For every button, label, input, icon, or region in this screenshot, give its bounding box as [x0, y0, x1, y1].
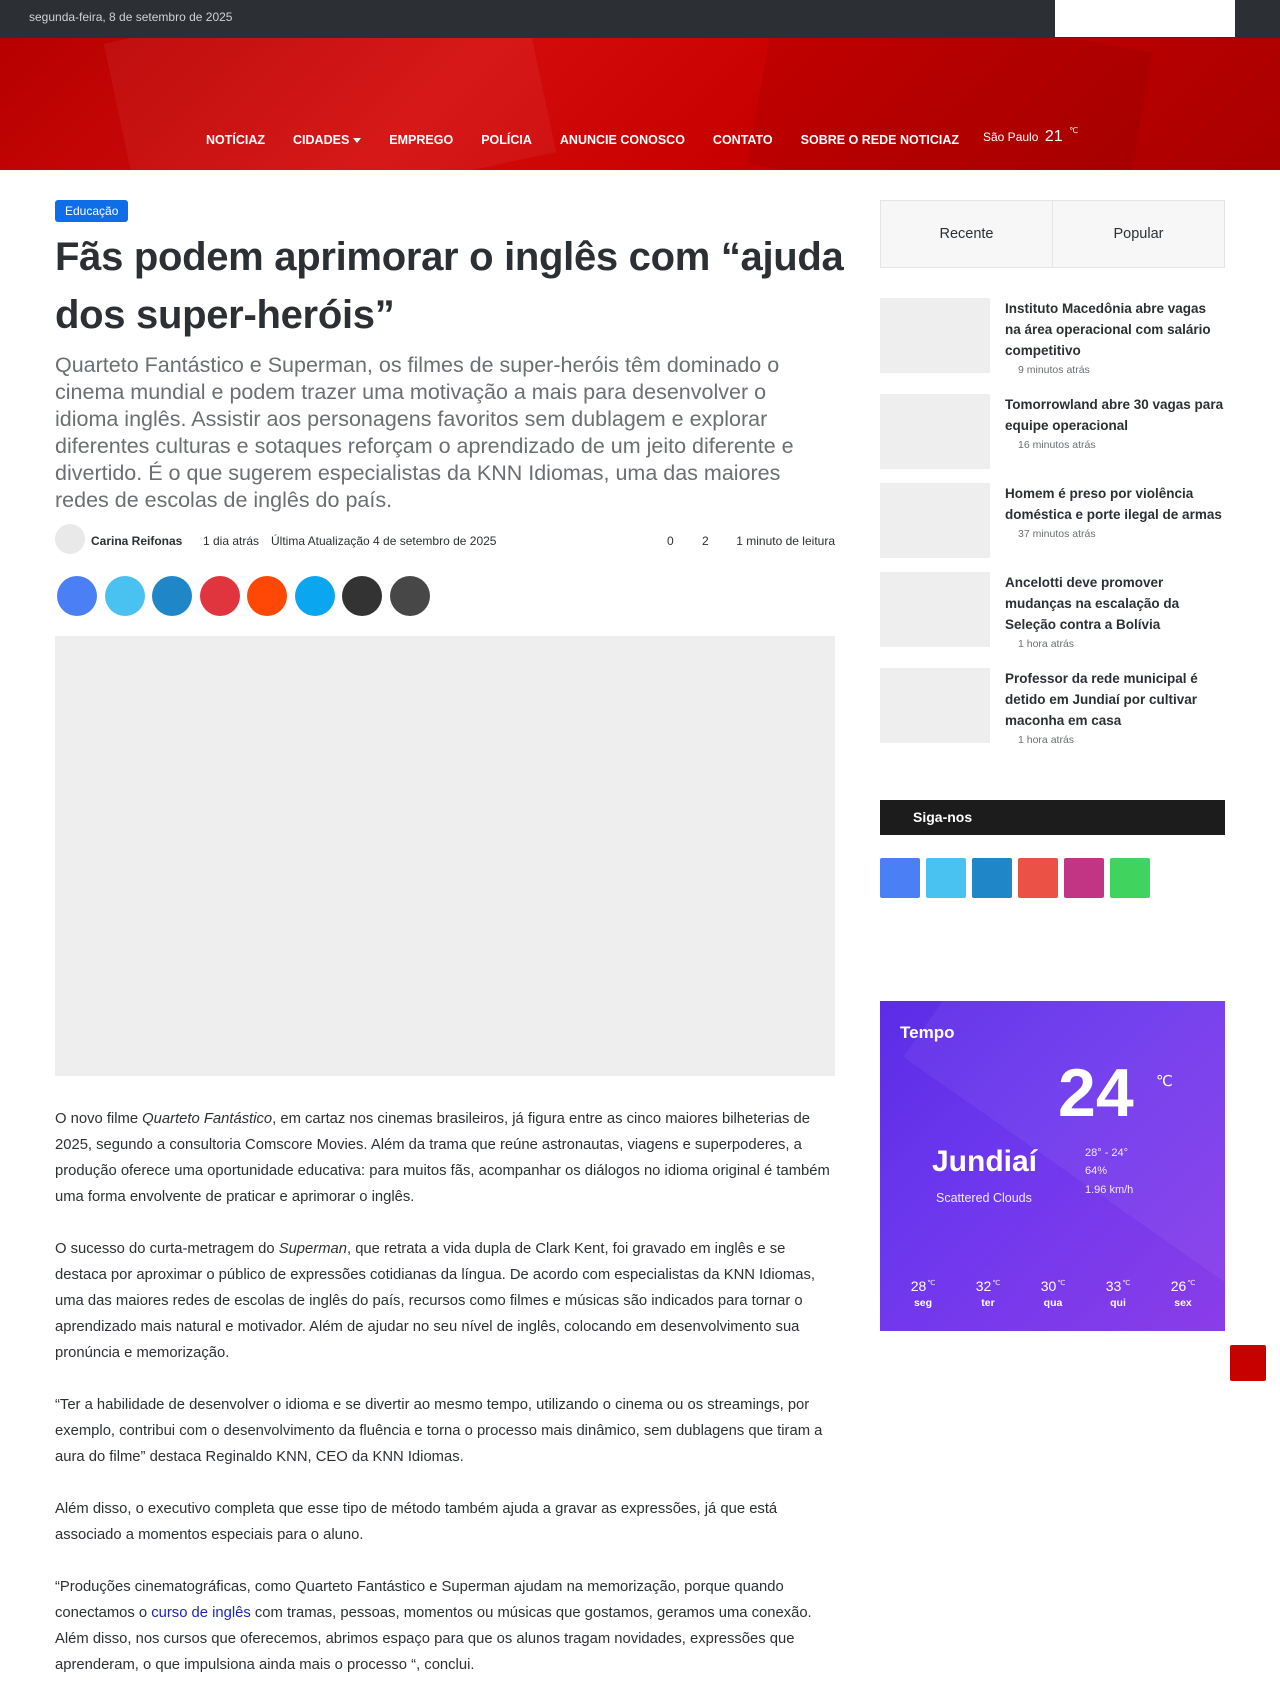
forecast-day-label: sex	[1174, 1297, 1192, 1309]
post-time: 37 minutos atrás	[1018, 528, 1096, 540]
share-facebook-icon[interactable]	[57, 576, 97, 616]
header-weather-unit: ℃	[1069, 126, 1079, 135]
weather-city: Jundiaí	[932, 1145, 1038, 1178]
tab-popular[interactable]: Popular	[1052, 201, 1224, 267]
share-email-icon[interactable]	[342, 576, 382, 616]
paragraph-text: O sucesso do curta-metragem do	[55, 1241, 279, 1257]
weather-title: Tempo	[900, 1023, 955, 1042]
header-weather-city: São Paulo	[983, 130, 1039, 144]
weather-forecast	[898, 1278, 1208, 1309]
back-to-top-button[interactable]	[1230, 1345, 1266, 1381]
nav-item-contato[interactable]	[713, 133, 773, 147]
instagram-icon[interactable]	[1064, 858, 1104, 898]
article-lead: Quarteto Fantástico e Superman, os filmes de super-heróis têm dominado o cinema mundial e podem trazer uma motivação a mais para desenvolver o idioma inglês. Assistir aos personagens favoritos sem dublagem e explorar diferentes culturas e sotaques reforçam o aprendizado de um jeito diferente e divertido. É o que sugerem especialistas da KNN Idiomas, uma das maiores redes de escolas de inglês do país.	[55, 353, 794, 512]
post-time: 1 hora atrás	[1018, 638, 1075, 650]
category-badge[interactable]: Educação	[55, 200, 128, 222]
follow-us-title: Siga-nos	[880, 800, 1225, 835]
post-title[interactable]: Tomorrowland abre 30 vagas para equipe operacional	[1005, 397, 1224, 433]
forecast-day	[963, 1278, 1013, 1309]
article-paragraph: “Ter a habilidade de desenvolver o idioma e se divertir ao mesmo tempo, utilizando o cinema ou os streamings, por exemplo, contribui com o desenvolvimento da fluência e torna o processo mais dinâmico, sem dublagens que tiram a aura do filme” destaca Reginaldo KNN, CEO da KNN Idiomas.	[55, 1397, 823, 1465]
whatsapp-icon[interactable]	[1110, 858, 1150, 898]
post-time: 1 hora atrás	[1018, 734, 1075, 746]
read-time: 1 minuto de leitura	[736, 534, 835, 548]
article-paragraph	[55, 1236, 835, 1366]
forecast-day-label: seg	[913, 1297, 933, 1309]
post-thumbnail[interactable]	[880, 483, 990, 558]
header-weather-temp: 21	[1044, 128, 1063, 145]
last-updated: Última Atualização 4 de setembro de 2025	[271, 534, 497, 548]
forecast-day	[1028, 1278, 1078, 1309]
post-title[interactable]: Ancelotti deve promover mudanças na escalação da Seleção contra a Bolívia	[1005, 575, 1180, 632]
avatar[interactable]	[55, 524, 85, 554]
main-nav	[206, 133, 987, 147]
site-header	[0, 38, 1280, 170]
article-title: Fãs podem aprimorar o inglês com “ajuda dos super-heróis”	[55, 235, 844, 337]
forecast-temp: 32	[975, 1278, 992, 1294]
nav-item-label: EMPREGO	[389, 133, 454, 147]
paragraph-emphasis: Quarteto Fantástico	[142, 1111, 273, 1127]
weather-humidity: 64%	[1085, 1165, 1108, 1177]
youtube-icon[interactable]	[1018, 858, 1058, 898]
share-twitter-icon[interactable]	[105, 576, 145, 616]
article-body	[55, 1106, 835, 1689]
share-buttons	[57, 576, 437, 616]
current-date: segunda-feira, 8 de setembro de 2025	[29, 10, 233, 24]
article-paragraph: Além disso, o executivo completa que esse tipo de método também ajuda a gravar as expressões, já que está associado a momentos especiais para o aluno.	[55, 1501, 778, 1543]
forecast-day	[1093, 1278, 1143, 1309]
weather-description: Scattered Clouds	[936, 1191, 1032, 1205]
post-time: 9 minutos atrás	[1018, 364, 1090, 376]
nav-item-cidades[interactable]	[293, 133, 361, 147]
share-telegram-icon[interactable]	[295, 576, 335, 616]
nav-item-label: CONTATO	[712, 133, 773, 147]
forecast-day-label: qua	[1043, 1297, 1063, 1309]
nav-item-label: NOTÍCIAZ	[206, 133, 266, 147]
linkedin-icon[interactable]	[972, 858, 1012, 898]
article-featured-image	[55, 636, 835, 1076]
curso-de-ingles-link[interactable]: curso de inglês	[151, 1605, 251, 1621]
paragraph-text: com tramas, pessoas, momentos ou músicas que gostamos, geramos uma conexão. Além disso, nos cursos que oferecemos, abrimos espaço para que os alunos tragam novidades, expressões que aprenderam, o que impulsiona ainda mais o processo “, conclui.	[55, 1605, 812, 1673]
forecast-unit: ℃	[1057, 1280, 1066, 1287]
nav-item-emprego[interactable]	[389, 133, 453, 147]
share-print-icon[interactable]	[390, 576, 430, 616]
forecast-day	[898, 1278, 948, 1309]
weather-range: 28° - 24°	[1085, 1147, 1129, 1159]
weather-temp: 24	[1058, 1055, 1134, 1131]
top-bar-search-box[interactable]	[1055, 0, 1235, 37]
paragraph-text: , em cartaz nos cinemas brasileiros, já figura entre as cinco maiores bilheterias de 2025, segundo a consultoria Comscore Movies. Além da trama que reúne astronautas, viagens e superpoderes, a produção oferece uma oportunidade educativa: para muitos fãs, acompanhar os diálogos no idioma original é também uma forma envolvente de praticar e aprimorar o inglês.	[55, 1111, 830, 1205]
forecast-day-label: qui	[1110, 1297, 1126, 1309]
article-paragraph	[55, 1574, 835, 1678]
paragraph-text: O novo filme	[55, 1111, 143, 1127]
nav-item-label: CIDADES	[293, 133, 350, 147]
forecast-temp: 33	[1105, 1278, 1122, 1294]
post-thumbnail[interactable]	[880, 298, 990, 373]
weather-unit: ℃	[1156, 1073, 1173, 1090]
social-links	[880, 858, 1156, 898]
weather-widget	[880, 1001, 1225, 1331]
header-weather	[983, 128, 1078, 146]
author-name[interactable]: Carina Reifonas	[91, 534, 183, 548]
forecast-day	[1158, 1278, 1208, 1309]
post-thumbnail[interactable]	[880, 394, 990, 469]
header-texture	[747, 38, 1152, 170]
forecast-unit: ℃	[992, 1280, 1001, 1287]
post-thumbnail[interactable]	[880, 572, 990, 647]
article-paragraph	[55, 1106, 835, 1210]
share-pinterest-icon[interactable]	[200, 576, 240, 616]
nav-item-label: SOBRE O REDE NOTICIAZ	[800, 133, 959, 147]
nav-item-anuncie-conosco[interactable]	[560, 133, 685, 147]
facebook-icon[interactable]	[880, 858, 920, 898]
sidebar-tabs	[880, 200, 1225, 268]
weather-wind: 1.96 km/h	[1085, 1184, 1134, 1196]
forecast-temp: 28	[910, 1278, 927, 1294]
comment-count[interactable]: 0	[667, 534, 674, 548]
forecast-temp: 30	[1040, 1278, 1057, 1294]
paragraph-text: , que retrata a vida dupla de Clark Kent, foi gravado em inglês e se destaca por aproximar o público de expressões cotidianas da língua. De acordo com especialistas da KNN Idiomas, uma das maiores redes de escolas de inglês do país, recursos como filmes e músicas são indicados para tornar o aprendizado mais natural e motivador. Além de ajudar no seu nível de inglês, colocando em desenvolvimento sua pronúncia e memorização.	[55, 1241, 815, 1361]
nav-item-noticiaz[interactable]	[206, 133, 265, 147]
paragraph-text: “Produções cinematográficas, como Quarteto Fantástico e Superman ajudam na memorização, porque quando conectamos o	[55, 1579, 784, 1621]
forecast-unit: ℃	[927, 1280, 936, 1287]
share-linkedin-icon[interactable]	[152, 576, 192, 616]
post-title[interactable]: Instituto Macedônia abre vagas na área operacional com salário competitivo	[1005, 301, 1211, 358]
view-count: 2	[702, 534, 709, 548]
top-bar	[0, 0, 1280, 38]
share-reddit-icon[interactable]	[247, 576, 287, 616]
forecast-day-label: ter	[981, 1297, 995, 1309]
published-ago: 1 dia atrás	[203, 534, 260, 548]
caret-down-icon	[353, 138, 361, 143]
forecast-temp: 26	[1170, 1278, 1187, 1294]
nav-item-label: POLÍCIA	[481, 133, 532, 147]
post-time: 16 minutos atrás	[1018, 439, 1096, 451]
paragraph-emphasis: Superman	[278, 1241, 347, 1257]
forecast-unit: ℃	[1122, 1280, 1131, 1287]
article-meta	[55, 524, 835, 556]
nav-item-label: ANUNCIE CONOSCO	[559, 133, 685, 147]
forecast-unit: ℃	[1187, 1280, 1196, 1287]
tab-recente[interactable]: Recente	[939, 226, 994, 242]
header-texture	[104, 38, 556, 170]
nav-item-policia[interactable]	[481, 133, 532, 147]
post-title[interactable]: Homem é preso por violência doméstica e porte ilegal de armas	[1005, 486, 1222, 522]
post-thumbnail[interactable]	[880, 668, 990, 743]
nav-item-sobre[interactable]	[801, 133, 959, 147]
twitter-icon[interactable]	[926, 858, 966, 898]
post-title[interactable]: Professor da rede municipal é detido em Jundiaí por cultivar maconha em casa	[1005, 671, 1198, 728]
